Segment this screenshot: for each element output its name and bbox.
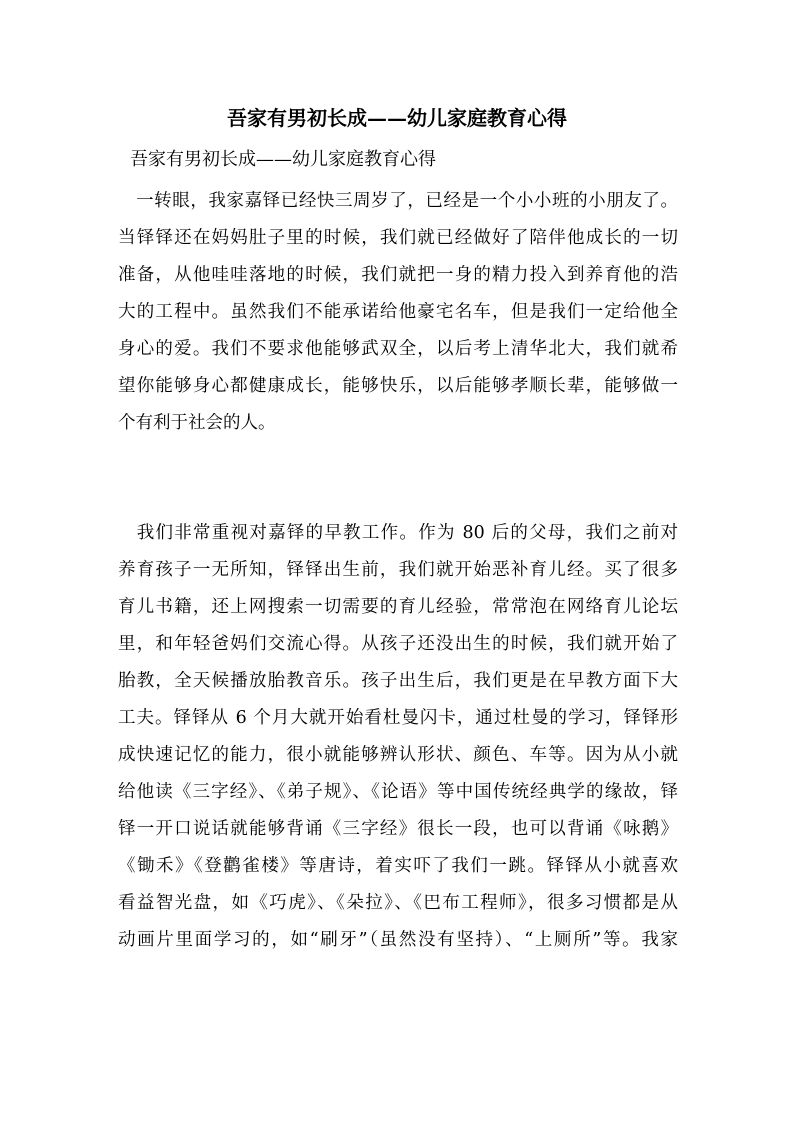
paragraph-line: 成快速记忆的能力，很小就能够辨认形状、颜色、车等。因为从小就 [118,745,678,765]
paragraph-line: 《锄禾》《登鹳雀楼》等唐诗，着实吓了我们一跳。铎铎从小就喜欢 [118,856,678,876]
document-title: 吾家有男初长成——幼儿家庭教育心得 [227,106,567,130]
paragraph-line: 我们非常重视对嘉铎的早教工作。作为 80 后的父母，我们之前对 [118,523,678,543]
paragraph-line: 里，和年轻爸妈们交流心得。从孩子还没出生的时候，我们就开始了 [118,634,678,654]
paragraph-line: 养育孩子一无所知，铎铎出生前，我们就开始恶补育儿经。买了很多 [118,560,678,580]
paragraph-line: 个有利于社会的人。 [118,413,276,433]
paragraph-line: 准备，从他哇哇落地的时候，我们就把一身的精力投入到养育他的浩 [118,265,678,285]
document-subtitle: 吾家有男初长成——幼儿家庭教育心得 [130,149,436,170]
paragraph-line: 看益智光盘，如《巧虎》、《朵拉》、《巴布工程师》，很多习惯都是从 [118,893,678,913]
paragraph-1 [118,183,678,442]
paragraph-line: 给他读《三字经》、《弟子规》、《论语》等中国传统经典学的缘故，铎 [118,782,678,802]
paragraph-line: 胎教，全天候播放胎教音乐。孩子出生后，我们更是在早教方面下大 [118,671,678,691]
paragraph-line: 工夫。铎铎从 6 个月大就开始看杜曼闪卡，通过杜曼的学习，铎铎形 [118,708,678,728]
paragraph-line: 当铎铎还在妈妈肚子里的时候，我们就已经做好了陪伴他成长的一切 [118,228,678,248]
paragraph-line: 望你能够身心都健康成长，能够快乐，以后能够孝顺长辈，能够做一 [118,376,678,396]
paragraph-line: 育儿书籍，还上网搜索一切需要的育儿经验，常常泡在网络育儿论坛 [118,597,678,617]
paragraph-line: 铎一开口说话就能够背诵《三字经》很长一段，也可以背诵《咏鹅》 [118,819,678,839]
paragraph-2 [118,515,678,959]
paragraph-line: 动画片里面学习的，如“刷牙”（虽然没有坚持）、“上厕所”等。我家 [118,930,678,950]
paragraph-line: 身心的爱。我们不要求他能够武双全，以后考上清华北大，我们就希 [118,339,678,359]
paragraph-line: 大的工程中。虽然我们不能承诺给他豪宅名车，但是我们一定给他全 [118,302,678,322]
paragraph-line: 一转眼，我家嘉铎已经快三周岁了，已经是一个小小班的小朋友了。 [118,191,678,211]
